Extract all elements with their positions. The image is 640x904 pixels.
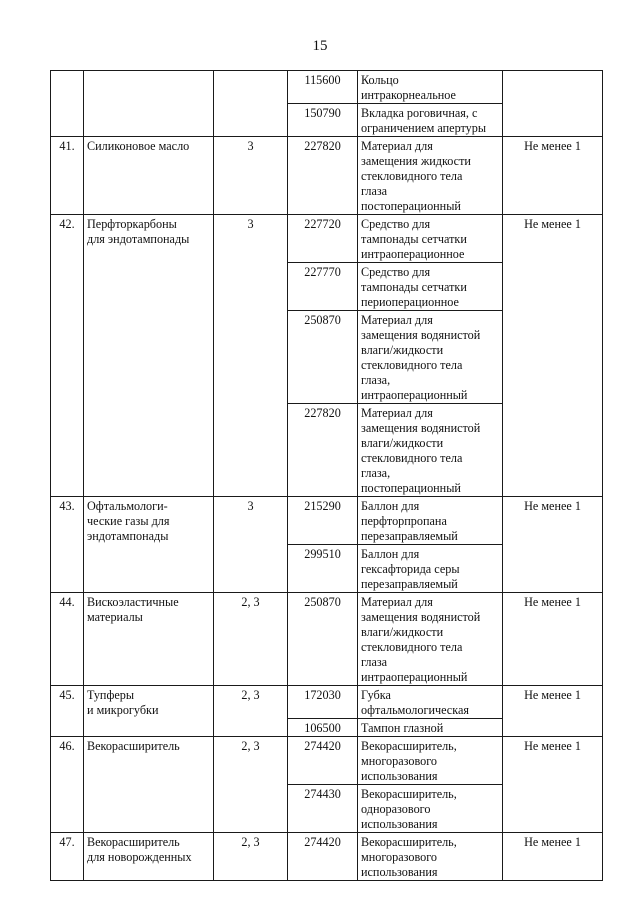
row-number: 42. [59,217,75,231]
device-type-line: гексафторида серы [361,562,460,576]
row-number: 45. [59,688,75,702]
device-type-line: Векорасширитель, [361,787,457,801]
device-type-line: перезаправляемый [361,577,458,591]
type-code: 299510 [304,547,341,561]
risk-class: 2, 3 [241,739,260,753]
type-code: 274430 [304,787,341,801]
device-type-line: многоразового [361,754,438,768]
device-name-cell [84,686,214,737]
device-type-line: Материал для [361,406,433,420]
type-code-cell [288,71,358,104]
device-type-line: перезаправляемый [361,529,458,543]
row-number-cell [51,71,84,137]
device-type-cell [358,785,503,833]
device-type-line: использования [361,865,438,879]
device-type-line: влаги/жидкости [361,343,444,357]
device-type-line: глаза, [361,466,391,480]
row-number-cell [51,686,84,737]
device-type-line: стекловидного тела [361,358,463,372]
risk-class: 2, 3 [241,595,260,609]
risk-class-cell [214,686,288,737]
row-number-cell [51,497,84,593]
device-type-line: интракорнеальное [361,88,456,102]
device-name-line: Тупферы [87,688,135,702]
device-type-line: замещения водянистой [361,610,481,624]
device-name-cell [84,593,214,686]
quantity-cell [503,137,603,215]
device-name-line: эндотампонады [87,529,169,543]
device-name-line: Силиконовое масло [87,139,190,153]
device-type-line: постоперационный [361,481,461,495]
table-row [51,71,603,104]
equipment-table-body [51,71,603,881]
row-number: 41. [59,139,75,153]
quantity: Не менее 1 [524,739,581,753]
type-code-cell [288,785,358,833]
risk-class-cell [214,137,288,215]
type-code: 227820 [304,406,341,420]
risk-class: 2, 3 [241,835,260,849]
device-type-line: Векорасширитель, [361,835,457,849]
device-type-line: перфторпропана [361,514,447,528]
device-type-line: Вкладка роговичная, с [361,106,478,120]
device-type-line: одноразового [361,802,431,816]
device-type-line: интраоперационный [361,388,468,402]
device-type-line: тампонады сетчатки [361,232,467,246]
type-code-cell [288,137,358,215]
device-name-cell [84,497,214,593]
type-code-cell [288,263,358,311]
device-type-cell [358,263,503,311]
quantity-cell [503,497,603,593]
device-type-line: глаза, [361,373,391,387]
quantity-cell [503,71,603,137]
device-type-cell [358,311,503,404]
type-code: 115600 [304,73,341,87]
device-type-line: стекловидного тела [361,169,463,183]
type-code: 150790 [304,106,341,120]
type-code: 172030 [304,688,341,702]
device-type-line: Материал для [361,313,433,327]
risk-class-cell [214,71,288,137]
device-type-line: Средство для [361,217,431,231]
device-type-line: постоперационный [361,199,461,213]
device-name-line: материалы [87,610,143,624]
device-type-line: стекловидного тела [361,451,463,465]
device-type-cell [358,215,503,263]
quantity: Не менее 1 [524,688,581,702]
device-type-line: Тампон глазной [361,721,444,735]
type-code-cell [288,737,358,785]
device-type-cell [358,545,503,593]
device-type-line: Баллон для [361,547,420,561]
page-number: 15 [312,38,328,54]
device-type-line: Кольцо [361,73,399,87]
device-type-line: использования [361,817,438,831]
device-type-cell [358,404,503,497]
device-type-cell [358,833,503,881]
device-type-line: влаги/жидкости [361,625,444,639]
device-name-line: Векорасширитель [87,739,180,753]
risk-class-cell [214,737,288,833]
quantity: Не менее 1 [524,499,581,513]
device-type-line: интраоперационный [361,670,468,684]
device-type-cell [358,104,503,137]
quantity-cell [503,215,603,497]
type-code: 274420 [304,739,341,753]
type-code: 227720 [304,217,341,231]
device-type-line: замещения жидкости [361,154,471,168]
quantity-cell [503,833,603,881]
device-type-line: использования [361,769,438,783]
type-code-cell [288,311,358,404]
device-type-line: стекловидного тела [361,640,463,654]
device-name-line: Офтальмологи- [87,499,168,513]
device-name-line: Векорасширитель [87,835,180,849]
device-type-line: Средство для [361,265,431,279]
device-name-cell [84,833,214,881]
risk-class-cell [214,833,288,881]
type-code: 106500 [304,721,341,735]
device-type-line: периоперационное [361,295,459,309]
device-name-line: Перфторкарбоны [87,217,177,231]
device-type-line: Векорасширитель, [361,739,457,753]
type-code: 250870 [304,313,341,327]
type-code-cell [288,497,358,545]
table-row [51,215,603,263]
type-code: 274420 [304,835,341,849]
table-row [51,686,603,719]
device-type-line: влаги/жидкости [361,436,444,450]
device-type-line: Материал для [361,595,433,609]
type-code-cell [288,404,358,497]
device-type-line: Материал для [361,139,433,153]
device-type-cell [358,719,503,737]
risk-class-cell [214,497,288,593]
device-name-line: для новорожденных [87,850,192,864]
device-type-line: ограничением апертуры [361,121,487,135]
quantity: Не менее 1 [524,835,581,849]
device-name-cell [84,215,214,497]
device-type-line: Баллон для [361,499,420,513]
table-row [51,593,603,686]
table-row [51,137,603,215]
type-code-cell [288,104,358,137]
device-type-cell [358,737,503,785]
device-type-line: офтальмологическая [361,703,469,717]
device-type-cell [358,71,503,104]
type-code-cell [288,833,358,881]
risk-class-cell [214,215,288,497]
type-code: 250870 [304,595,341,609]
quantity: Не менее 1 [524,595,581,609]
device-type-line: глаза [361,184,388,198]
type-code-cell [288,545,358,593]
type-code: 215290 [304,499,341,513]
row-number: 47. [59,835,75,849]
device-name-line: ческие газы для [87,514,170,528]
device-name-cell [84,71,214,137]
device-type-line: многоразового [361,850,438,864]
device-name-line: для эндотампонады [87,232,190,246]
device-type-line: замещения водянистой [361,328,481,342]
table-row [51,833,603,881]
row-number-cell [51,593,84,686]
device-type-cell [358,593,503,686]
device-type-cell [358,686,503,719]
table-row [51,737,603,785]
quantity-cell [503,686,603,737]
device-type-line: замещения водянистой [361,421,481,435]
row-number: 43. [59,499,75,513]
row-number-cell [51,737,84,833]
quantity: Не менее 1 [524,139,581,153]
risk-class: 3 [247,139,254,153]
quantity: Не менее 1 [524,217,581,231]
device-name-line: Вискоэластичные [87,595,179,609]
type-code: 227820 [304,139,341,153]
type-code-cell [288,593,358,686]
device-type-line: Губка [361,688,391,702]
row-number-cell [51,137,84,215]
type-code: 227770 [304,265,341,279]
device-name-line: и микрогубки [87,703,159,717]
type-code-cell [288,719,358,737]
type-code-cell [288,215,358,263]
row-number-cell [51,215,84,497]
row-number-cell [51,833,84,881]
risk-class: 3 [247,217,254,231]
device-type-line: глаза [361,655,388,669]
row-number: 46. [59,739,75,753]
risk-class: 2, 3 [241,688,260,702]
quantity-cell [503,593,603,686]
risk-class: 3 [247,499,254,513]
quantity-cell [503,737,603,833]
device-name-cell [84,737,214,833]
risk-class-cell [214,593,288,686]
type-code-cell [288,686,358,719]
row-number: 44. [59,595,75,609]
device-type-line: интраоперационное [361,247,465,261]
device-name-cell [84,137,214,215]
table-row [51,497,603,545]
device-type-cell [358,497,503,545]
device-type-cell [358,137,503,215]
equipment-table [50,70,603,881]
device-type-line: тампонады сетчатки [361,280,467,294]
